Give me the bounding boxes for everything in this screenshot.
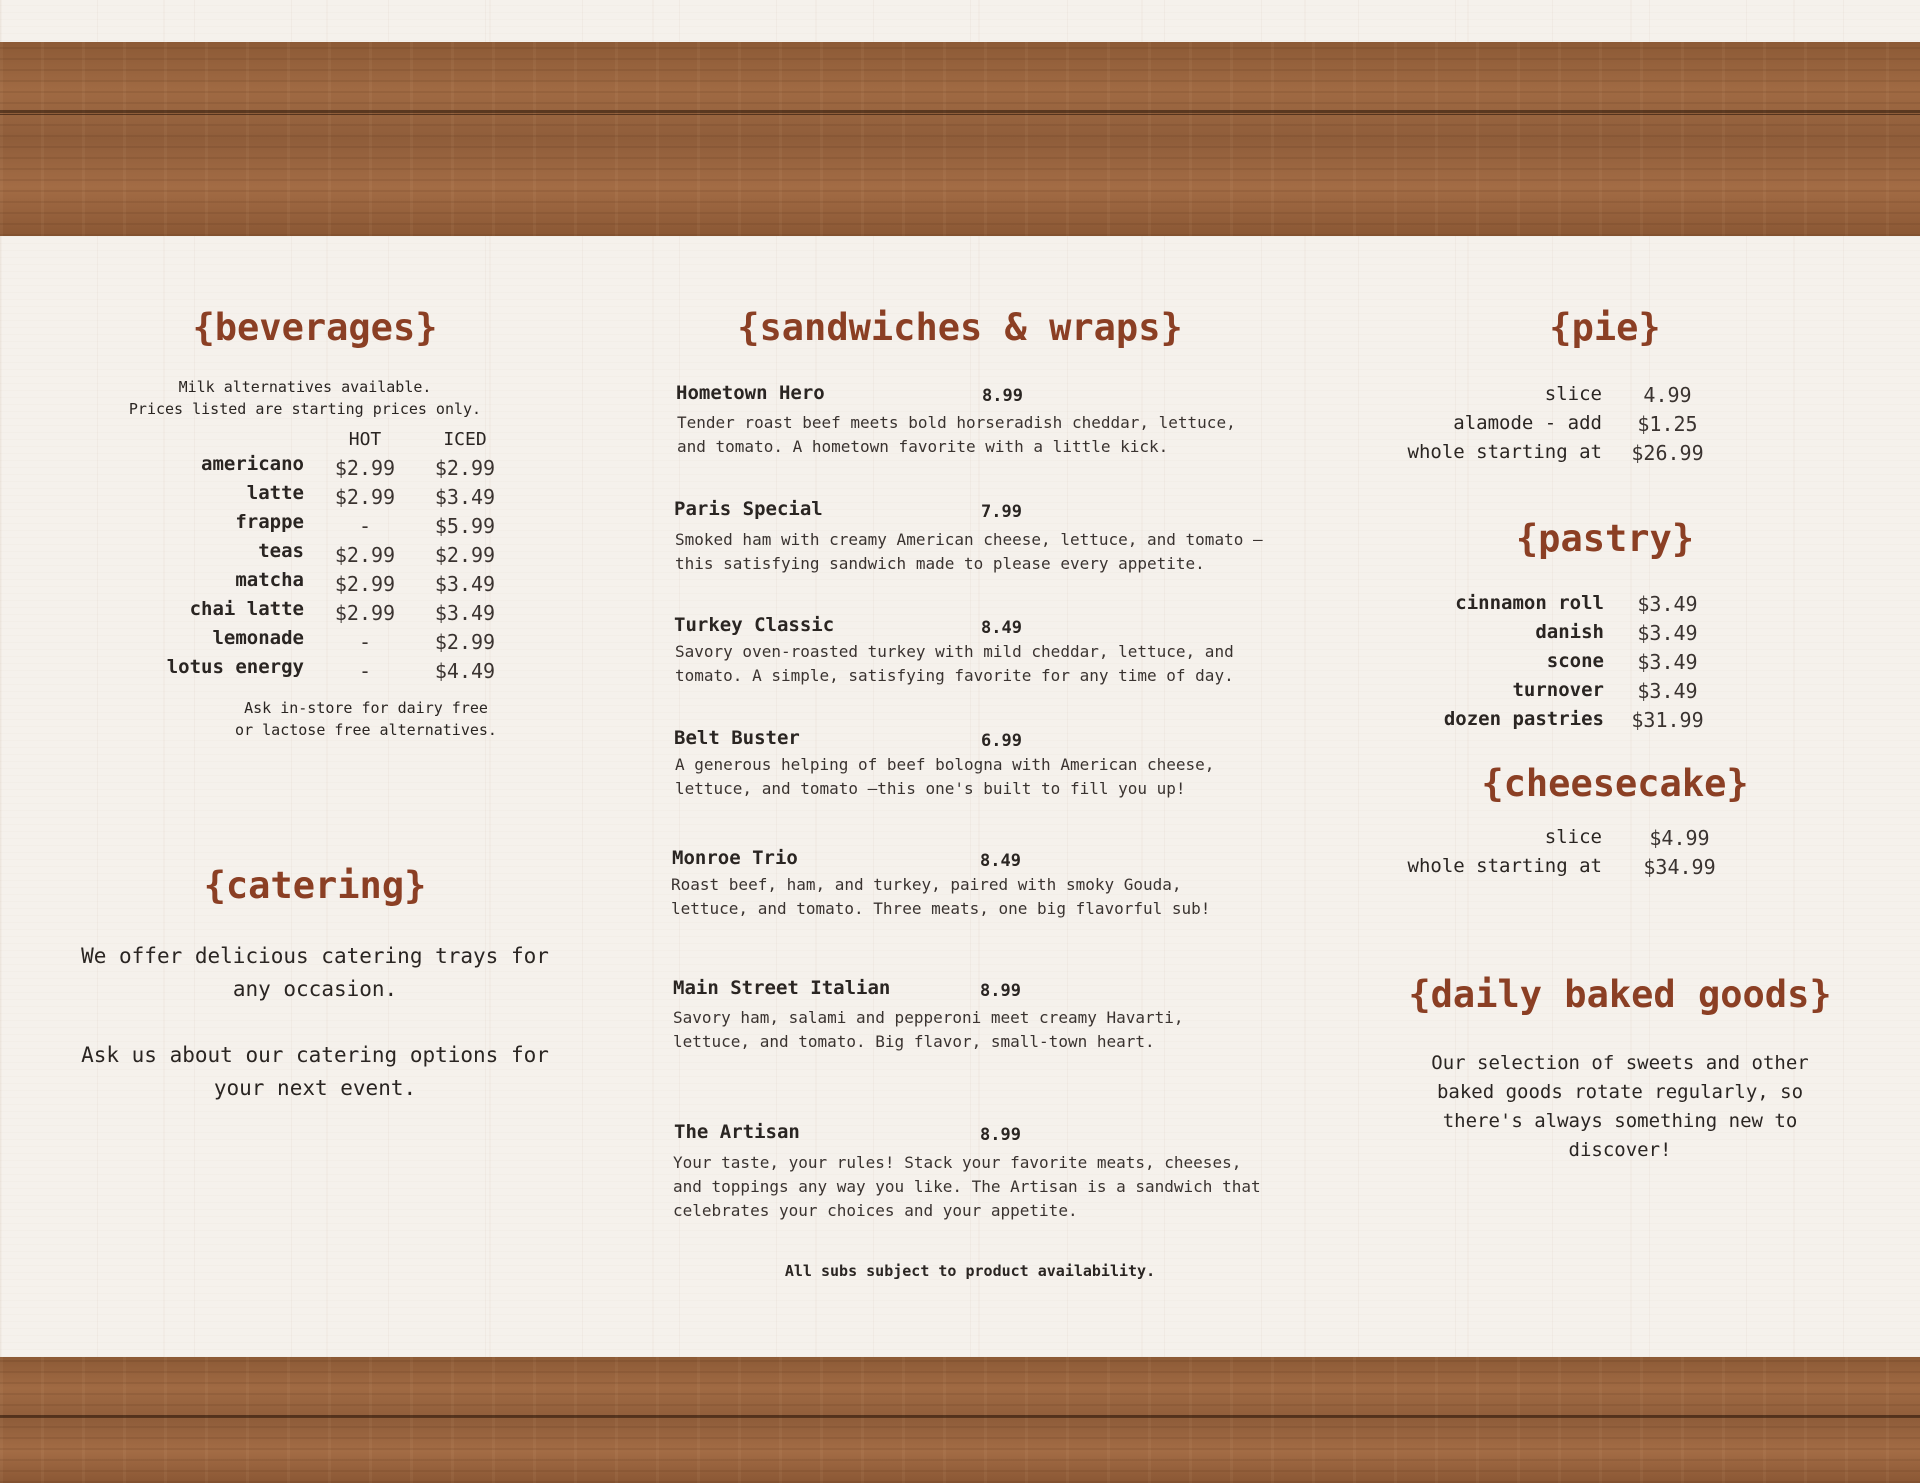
beverage-name: teas [258,540,304,562]
beverages-note-1: Milk alternatives available. [178,378,432,396]
beverage-iced-price: $2.99 [434,630,496,654]
top-wood-board [0,42,1920,236]
beverage-hot-price: - [358,630,372,654]
sandwiches-title: {sandwiches & wraps} [737,306,1183,349]
daily-text-line-2: baked goods rotate regularly, so [1436,1081,1804,1103]
cheesecake-item-name: whole starting at [1407,855,1602,877]
sandwich-price: 7.99 [981,502,1022,522]
sandwich-price: 8.99 [982,386,1023,406]
cheesecake-title: {cheesecake} [1481,762,1749,805]
daily-text-line-3: there's always something new to [1442,1110,1798,1132]
pastry-item-price: $3.49 [1637,592,1698,616]
pie-item-name: whole starting at [1407,441,1602,463]
pie-item-price: 4.99 [1643,383,1692,407]
sandwich-name: Paris Special [674,498,823,520]
sandwich-price: 8.49 [980,851,1021,871]
pastry-item-name: danish [1535,621,1604,643]
cheesecake-item-name: slice [1544,826,1602,848]
beverage-iced-price: $5.99 [434,514,496,538]
beverage-hot-price: - [358,514,372,538]
beverage-name: lemonade [212,627,304,649]
pastry-item-name: cinnamon roll [1455,592,1604,614]
sandwich-name: Main Street Italian [673,977,891,999]
pastry-item-price: $3.49 [1637,650,1698,674]
beverage-name: americano [201,453,304,475]
beverage-iced-price: $2.99 [434,456,496,480]
pastry-item-name: scone [1546,650,1604,672]
daily-text-line-4: discover! [1568,1139,1672,1161]
beverages-title: {beverages} [192,306,438,349]
sandwich-name: The Artisan [674,1121,800,1143]
beverage-name: matcha [235,569,304,591]
beverage-hot-price: $2.99 [334,572,396,596]
sandwich-price: 8.49 [981,618,1022,638]
beverage-name: lotus energy [166,656,304,678]
sandwich-description: Smoked ham with creamy American cheese, lettuce, and tomato —this satisfying sandwich made to please every appetite. [675,530,1263,573]
sandwich-description: A generous helping of beef bologna with American cheese, lettuce, and tomato —this one's built to fill you up! [675,755,1215,798]
hot-column-header: HOT [348,429,382,450]
pastry-item-price: $3.49 [1637,621,1698,645]
beverages-footer-1: Ask in-store for dairy free [244,699,488,717]
pastry-item-name: dozen pastries [1443,708,1604,730]
sandwich-price: 6.99 [981,731,1022,751]
bottom-wood-board [0,1357,1920,1483]
daily-baked-goods-title: {daily baked goods} [1408,973,1832,1016]
pastry-item-price: $3.49 [1637,679,1698,703]
catering-para-2-line-1: Ask us about our catering options for [81,1043,549,1067]
beverages-footer-2: or lactose free alternatives. [235,721,497,739]
beverage-iced-price: $4.49 [434,659,496,683]
sandwich-name: Hometown Hero [676,382,825,404]
pastry-item-price: $31.99 [1631,708,1704,732]
iced-column-header: ICED [443,429,487,450]
beverage-hot-price: $2.99 [334,543,396,567]
pie-title: {pie} [1549,306,1661,349]
sandwich-price: 8.99 [980,1125,1021,1145]
beverage-hot-price: $2.99 [334,456,396,480]
pie-item-price: $26.99 [1631,441,1704,465]
catering-para-1-line-2: any occasion. [232,977,398,1001]
sandwich-price: 8.99 [980,981,1021,1001]
cheesecake-item-price: $34.99 [1643,855,1716,879]
beverage-iced-price: $3.49 [434,572,496,596]
beverage-hot-price: $2.99 [334,601,396,625]
daily-text-line-1: Our selection of sweets and other [1431,1052,1809,1074]
beverage-name: frappe [235,511,304,533]
beverage-name: chai latte [189,598,304,620]
beverage-hot-price: $2.99 [334,485,396,509]
catering-para-1-line-1: We offer delicious catering trays for [81,944,549,968]
cheesecake-item-price: $4.99 [1649,826,1710,850]
sandwich-name: Belt Buster [674,727,800,749]
sandwich-name: Turkey Classic [674,614,835,636]
beverage-hot-price: - [358,659,372,683]
beverage-name: latte [246,482,304,504]
sandwich-description: Tender roast beef meets bold horseradish cheddar, lettuce, and tomato. A hometown favorite with a little kick. [677,413,1236,456]
sandwich-description: Savory ham, salami and pepperoni meet creamy Havarti, lettuce, and tomato. Big flavor, small-town heart. [673,1008,1184,1051]
sandwich-description: Savory oven-roasted turkey with mild cheddar, lettuce, and tomato. A simple, satisfying favorite for any time of day. [675,642,1234,685]
beverage-iced-price: $2.99 [434,543,496,567]
sandwich-name: Monroe Trio [672,847,798,869]
sandwiches-footer: All subs subject to product availability. [784,1262,1156,1280]
catering-title: {catering} [203,864,427,907]
pie-item-name: slice [1544,383,1602,405]
beverage-iced-price: $3.49 [434,485,496,509]
pastry-item-name: turnover [1512,679,1604,701]
pie-item-name: alamode - add [1453,412,1602,434]
sandwich-description: Roast beef, ham, and turkey, paired with smoky Gouda, lettuce, and tomato. Three meats, one big flavorful sub! [671,875,1211,918]
beverage-iced-price: $3.49 [434,601,496,625]
pastry-title: {pastry} [1515,517,1695,560]
catering-para-2-line-2: your next event. [213,1076,417,1100]
beverages-note-2: Prices listed are starting prices only. [128,400,482,418]
pie-item-price: $1.25 [1637,412,1698,436]
sandwich-description: Your taste, your rules! Stack your favorite meats, cheeses, and toppings any way you like. The Artisan is a sandwich that celebrates your choices and your appetite. [673,1153,1261,1220]
